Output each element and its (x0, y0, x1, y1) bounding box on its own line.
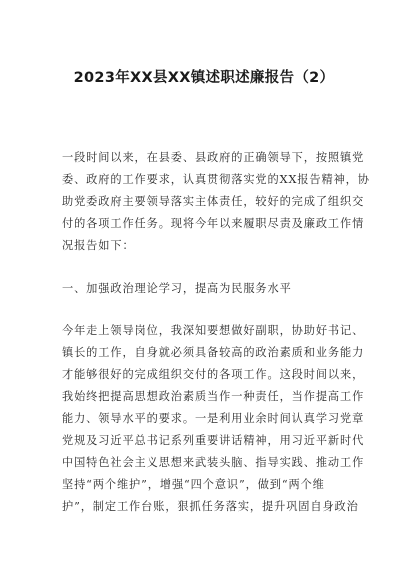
text-line: 付的各项工作任务。现将今年以来履职尽责及廉政工作情 (62, 217, 365, 230)
document-title: 2023年XX县XX镇述职述廉报告（2） (73, 70, 335, 86)
text-line: 才能够很好的完成组织交付的各项工作。这段时间以来， (62, 368, 365, 381)
text-line: 党规及习近平总书记系列重要讲话精神，用习近平新时代 (62, 434, 365, 447)
text-line: 助党委政府主要领导落实主体责任，较好的完成了组织交 (62, 195, 365, 208)
text-line: 中国特色社会主义思想来武装头脑、指导实践、推动工作 (62, 456, 365, 469)
text-line: 镇长的工作，自身就必须具备较高的政治素质和业务能力 (62, 346, 365, 359)
text-line: 委、政府的工作要求，认真贯彻落实党的XX报告精神，协 (62, 173, 370, 186)
section-heading (62, 278, 350, 300)
text-line: 能力、领导水平的要求。一是利用业余时间认真学习党章 (62, 412, 365, 425)
heading-text: 一、加强政治理论学习，提高为民服务水平 (62, 282, 292, 295)
text-line: 坚持“两个维护”，增强“四个意识”，做到“两个维 (62, 478, 325, 491)
body-paragraph (62, 320, 365, 518)
text-line: 今年走上领导岗位，我深知要想做好副职，协助好书记、 (62, 324, 365, 337)
intro-paragraph (62, 147, 370, 257)
text-line: 一段时间以来，在县委、县政府的正确领导下，按照镇党 (62, 151, 365, 164)
text-line: 况报告如下： (62, 239, 135, 252)
text-line: 护”，制定工作台账，狠抓任务落实，提升巩固自身政治 (62, 500, 359, 513)
text-line: 我始终把提高思想政治素质当作一种责任，当作提高工作 (62, 390, 365, 403)
